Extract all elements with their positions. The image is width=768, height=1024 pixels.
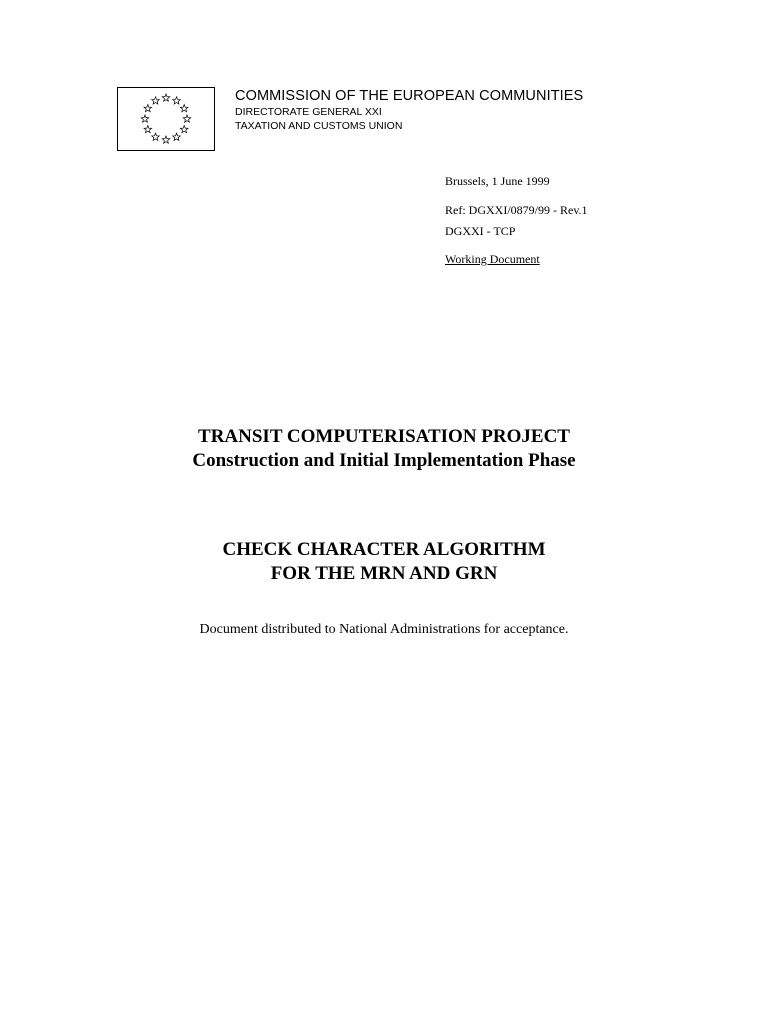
distribution-note: Document distributed to National Administrations for acceptance. [199,622,569,637]
unit-name: TAXATION AND CUSTOMS UNION [235,120,403,132]
star-icon [173,133,181,140]
project-title: TRANSIT COMPUTERISATION PROJECT [198,426,570,447]
star-icon [144,126,152,133]
reference-number: Ref: DGXXI/0879/99 - Rev.1 [445,203,588,217]
document-title-block [0,538,768,586]
letterhead [235,87,583,133]
star-icon [180,105,188,112]
star-icon [180,126,188,133]
star-icon [162,136,170,143]
department-code: DGXXI - TCP [445,224,516,238]
star-icon [144,105,152,112]
document-title-line2: FOR THE MRN AND GRN [270,563,498,584]
star-icon [173,97,181,104]
project-title-block [0,425,768,473]
star-icon [152,97,160,104]
star-icon [152,133,160,140]
star-icon [183,115,191,122]
directorate-name: DIRECTORATE GENERAL XXI [235,106,382,118]
eu-stars-flag-icon [117,87,215,151]
eu-stars-svg [118,88,214,150]
star-icon [141,115,149,122]
project-phase: Construction and Initial Implementation Phase [192,450,576,471]
document-status: Working Document [445,252,540,266]
place-and-date: Brussels, 1 June 1999 [445,174,550,188]
document-title-line1: CHECK CHARACTER ALGORITHM [222,539,546,560]
star-icon [162,94,170,101]
organization-name: COMMISSION OF THE EUROPEAN COMMUNITIES [235,88,584,104]
